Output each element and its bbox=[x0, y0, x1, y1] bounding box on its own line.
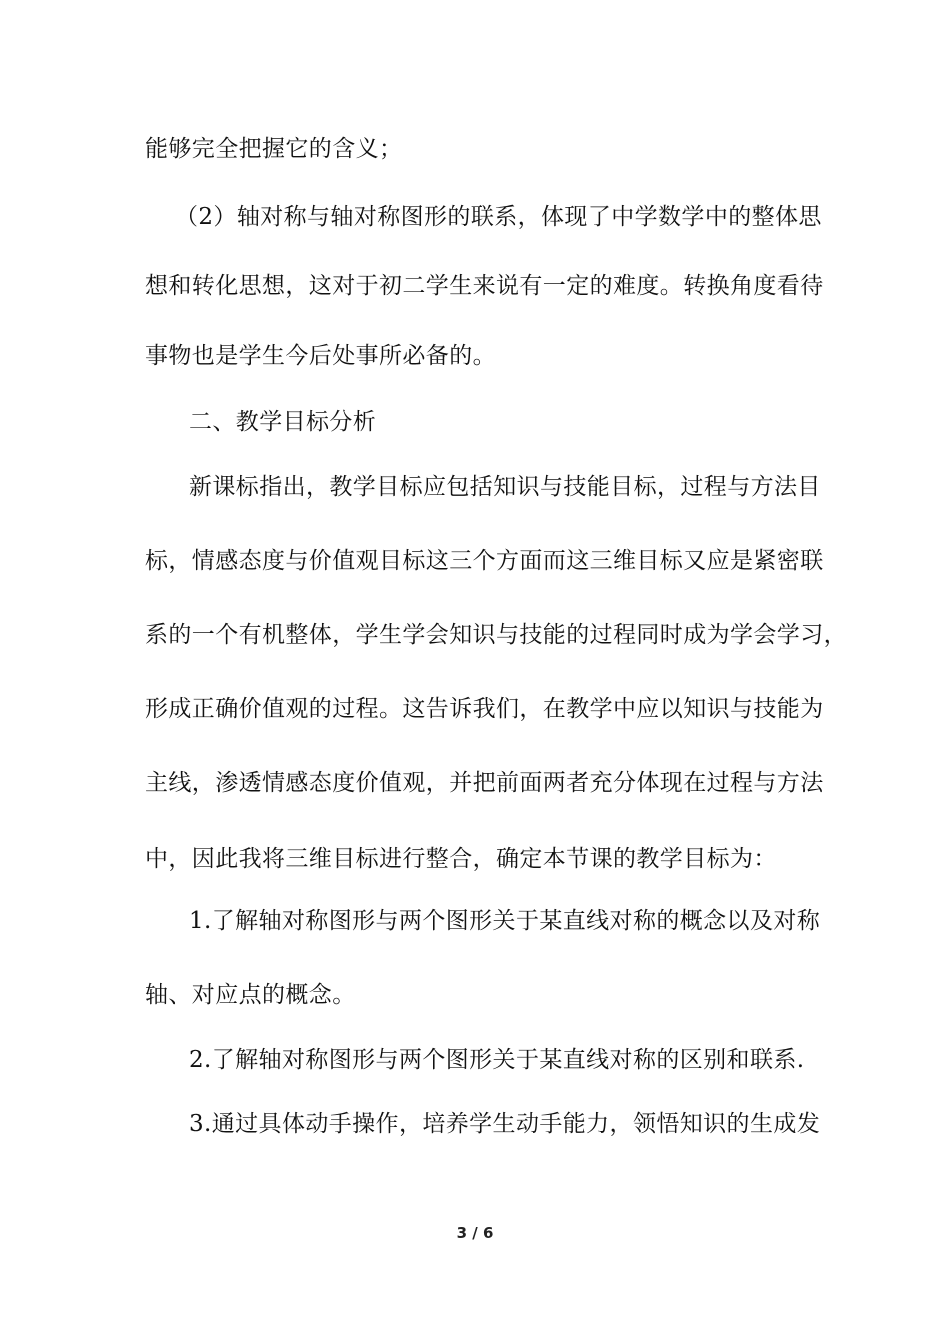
text-line: 系的一个有机整体，学生学会知识与技能的过程同时成为学会学习， bbox=[145, 622, 847, 648]
list-item: 3.通过具体动手操作，培养学生动手能力，领悟知识的生成发 bbox=[189, 1111, 821, 1137]
text-line: 新课标指出，教学目标应包括知识与技能目标，过程与方法目 bbox=[189, 474, 821, 500]
text-line: 想和转化思想，这对于初二学生来说有一定的难度。转换角度看待 bbox=[145, 273, 824, 299]
text-line: 主线，渗透情感态度价值观，并把前面两者充分体现在过程与方法 bbox=[145, 770, 824, 796]
list-item: 2.了解轴对称图形与两个图形关于某直线对称的区别和联系. bbox=[189, 1047, 805, 1073]
text-line: 轴、对应点的概念。 bbox=[145, 982, 356, 1008]
text-line: 事物也是学生今后处事所必备的。 bbox=[145, 343, 496, 369]
text-line: 形成正确价值观的过程。这告诉我们，在教学中应以知识与技能为 bbox=[145, 696, 824, 722]
text-line: （2）轴对称与轴对称图形的联系，体现了中学数学中的整体思 bbox=[175, 204, 822, 230]
text-line: 标，情感态度与价值观目标这三个方面而这三维目标又应是紧密联 bbox=[145, 548, 824, 574]
page-number: 3 / 6 bbox=[456, 1224, 494, 1242]
text-line: 能够完全把握它的含义； bbox=[145, 136, 403, 162]
text-line: 中，因此我将三维目标进行整合，确定本节课的教学目标为： bbox=[145, 846, 777, 872]
list-item: 1.了解轴对称图形与两个图形关于某直线对称的概念以及对称 bbox=[189, 908, 821, 934]
section-heading: 二、教学目标分析 bbox=[189, 409, 377, 435]
